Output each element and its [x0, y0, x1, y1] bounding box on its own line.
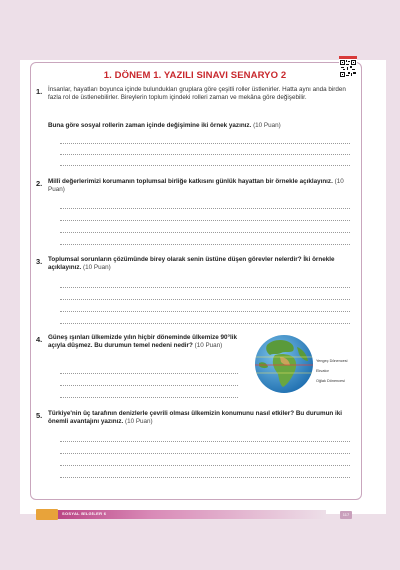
question-1-number: 1. [36, 87, 43, 96]
globe-label-tropic-cancer: Yengeç Dönencesi [316, 359, 348, 363]
question-5-points: (10 Puan) [124, 418, 153, 426]
answer-line[interactable] [60, 323, 350, 324]
question-4-prompt: Güneş ışınları ülkemizde yılın hiçbir döneminde ülkemize 90°lik açıyla düşmez. Bu durumun temel nedeni nedir? (10 Puan) [48, 334, 238, 350]
question-2-prompt: Millî değerlerimizi korumanın toplumsal birliğe katkısını günlük hayattan bir örnekle açıklayınız. (10 Puan) [48, 178, 344, 194]
question-5-number: 5. [36, 411, 43, 420]
question-4-number: 4. [36, 335, 43, 344]
answer-line[interactable] [60, 311, 350, 312]
answer-line[interactable] [60, 220, 350, 221]
answer-line[interactable] [60, 208, 350, 209]
globe-label-tropic-capricorn: Oğlak Dönencesi [316, 379, 345, 383]
answer-line[interactable] [60, 453, 350, 454]
answer-line[interactable] [60, 299, 350, 300]
question-5-prompt: Türkiye'nin üç tarafının denizlerle çevrili olması ülkemizin konumunu nasıl etkiler? Bu durumun iki önemli avantajını yazınız. (10 Puan) [48, 410, 343, 426]
question-1-prompt: Buna göre sosyal rollerin zaman içinde değişimine iki örnek yazınız. (10 Puan) [48, 122, 281, 129]
answer-line[interactable] [60, 287, 350, 288]
question-3-points: (10 Puan) [83, 264, 111, 272]
question-3-number: 3. [36, 257, 43, 266]
exam-title: 1. DÖNEM 1. YAZILI SINAVI SENARYO 2 [103, 70, 287, 81]
answer-line[interactable] [60, 373, 238, 374]
answer-line[interactable] [60, 244, 350, 245]
publisher-logo-icon [36, 509, 58, 520]
answer-line[interactable] [60, 477, 350, 478]
globe-illustration [253, 333, 315, 395]
question-1-intro: İnsanlar, hayatları boyunca içinde bulundukları gruplara göre çeşitli roller üstlenirler. Hatta aynı anda birden fazla rol de üstlenebilirler. Bireylerin toplum içindeki rolleri zaman ve mekâna göre değişebilir. [48, 86, 346, 102]
question-2-number: 2. [36, 179, 43, 188]
page-number: 117 [340, 511, 352, 519]
question-3-prompt: Toplumsal sorunların çözümünde birey olarak senin üstüne düşen görevler nelerdir? İki örnekle açıklayınız. (10 Puan) [48, 256, 335, 272]
answer-line[interactable] [60, 165, 350, 166]
answer-line[interactable] [60, 397, 238, 398]
answer-line[interactable] [60, 385, 238, 386]
answer-line[interactable] [60, 441, 350, 442]
question-2-points: (10 Puan) [48, 178, 344, 194]
question-4-points: (10 Puan) [194, 342, 223, 350]
qr-code-icon[interactable] [339, 56, 357, 78]
answer-line[interactable] [60, 232, 350, 233]
footer-book-title: SOSYAL BİLGİLER 6 [62, 511, 107, 516]
answer-line[interactable] [60, 465, 350, 466]
question-1-points: (10 Puan) [253, 122, 281, 129]
globe-label-equator: Ekvator [316, 369, 329, 373]
answer-line[interactable] [60, 143, 350, 144]
answer-line[interactable] [60, 154, 350, 155]
